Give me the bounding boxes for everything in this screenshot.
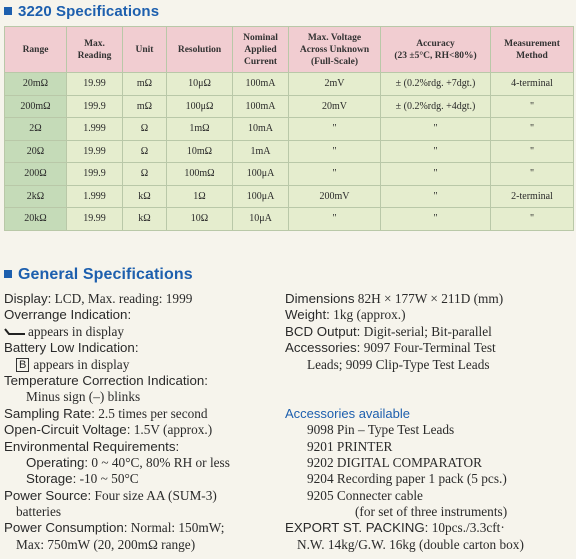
- cell-accuracy: ": [381, 208, 491, 231]
- display-spec: [4, 291, 276, 307]
- cell-range: 2Ω: [5, 118, 67, 141]
- accessories-label: Accessories:: [285, 340, 361, 356]
- cell-max-voltage: 2mV: [289, 73, 381, 96]
- accessories-available-title: Accessories available: [285, 405, 411, 421]
- header-max-voltage: Max. Voltage Across Unknown (Full-Scale): [289, 27, 381, 73]
- header-unit: Unit: [123, 27, 167, 73]
- consumption-label: Power Consumption:: [4, 520, 128, 536]
- cell-measurement-method: ": [491, 118, 574, 141]
- dimensions-value: 82H × 177W × 211D (mm): [357, 291, 504, 306]
- storage-value: -10 ~ 50°C: [79, 471, 139, 487]
- operating-label: Operating:: [26, 454, 89, 470]
- temperature-detail: [4, 389, 276, 405]
- cell-unit: kΩ: [123, 208, 167, 231]
- cell-max-reading: 1.999: [67, 118, 123, 141]
- table-body: [5, 73, 574, 231]
- consumption-value: Normal: 150mW;: [130, 520, 225, 536]
- export-detail: [285, 537, 573, 553]
- accessory-item: [285, 471, 573, 487]
- sampling-value: 2.5 times per second: [98, 405, 208, 421]
- cell-max-voltage: ": [289, 163, 381, 186]
- accessories-detail: [285, 357, 573, 373]
- overrange-spec: [4, 307, 276, 323]
- operating-spec: [4, 455, 276, 471]
- cell-resolution: 10μΩ: [167, 73, 233, 96]
- cell-unit: mΩ: [123, 73, 167, 96]
- cell-unit: Ω: [123, 163, 167, 186]
- specifications-title: [4, 3, 159, 20]
- cell-range: 200Ω: [5, 163, 67, 186]
- overrange-detail: [4, 324, 276, 340]
- export-label: EXPORT ST. PACKING:: [285, 520, 429, 536]
- header-measurement-method: Measurement Method: [491, 27, 574, 73]
- header-max-reading: Max. Reading: [67, 27, 123, 73]
- cell-unit: mΩ: [123, 95, 167, 118]
- dimensions-label: Dimensions: [285, 291, 355, 306]
- cell-nominal-current: 100μA: [233, 163, 289, 186]
- power-value-continued: batteries: [16, 504, 62, 520]
- cell-resolution: 100mΩ: [167, 163, 233, 186]
- ocv-spec: [4, 422, 276, 438]
- operating-value: 0 ~ 40°C, 80% RH or less: [91, 454, 230, 470]
- accessory-9204: 9204 Recording paper 1 pack (5 pcs.): [307, 471, 507, 487]
- accessory-9201: 9201 PRINTER: [307, 438, 393, 454]
- export-spec: [285, 520, 573, 536]
- battery-spec: [4, 340, 276, 356]
- general-specifications-title-text: General Specifications: [18, 266, 193, 283]
- cell-unit: Ω: [123, 118, 167, 141]
- accessory-item: [285, 455, 573, 471]
- cell-max-reading: 199.9: [67, 95, 123, 118]
- cell-max-reading: 19.99: [67, 140, 123, 163]
- cell-max-reading: 19.99: [67, 208, 123, 231]
- temperature-text: Minus sign (–) blinks: [26, 389, 141, 405]
- table-row: [5, 140, 574, 163]
- table-row: [5, 73, 574, 96]
- cell-max-voltage: ": [289, 140, 381, 163]
- consumption-value-continued: Max: 750mW (20, 200mΩ range): [16, 536, 196, 552]
- ocv-label: Open-Circuit Voltage:: [4, 422, 131, 438]
- cell-range: 20Ω: [5, 140, 67, 163]
- sampling-spec: [4, 406, 276, 422]
- accessories-available-heading: [285, 406, 573, 422]
- cell-resolution: 10Ω: [167, 208, 233, 231]
- general-specs-right-column: [285, 291, 573, 553]
- consumption-spec: [4, 520, 276, 536]
- specifications-title-text: 3220 Specifications: [18, 3, 160, 20]
- table-row: [5, 95, 574, 118]
- square-bullet-icon: [4, 270, 12, 278]
- cell-max-reading: 1.999: [67, 185, 123, 208]
- cell-max-reading: 19.99: [67, 73, 123, 96]
- cell-max-reading: 199.9: [67, 163, 123, 186]
- power-detail: [4, 504, 276, 520]
- display-value: LCD, Max. reading: 1999: [54, 291, 193, 306]
- accessory-item: [285, 439, 573, 455]
- accessory-9098: 9098 Pin – Type Test Leads: [307, 422, 455, 438]
- battery-detail: [4, 357, 276, 373]
- cell-max-voltage: 200mV: [289, 185, 381, 208]
- weight-value: 1kg (approx.): [333, 307, 406, 323]
- display-label: Display:: [4, 291, 52, 306]
- header-accuracy: Accuracy (23 ±5°C, RH<80%): [381, 27, 491, 73]
- cell-nominal-current: 10μA: [233, 208, 289, 231]
- cell-resolution: 1mΩ: [167, 118, 233, 141]
- cell-unit: kΩ: [123, 185, 167, 208]
- ocv-value: 1.5V (approx.): [133, 422, 213, 438]
- cell-accuracy: ": [381, 185, 491, 208]
- overrange-label: Overrange Indication:: [4, 307, 132, 323]
- weight-label: Weight:: [285, 307, 330, 323]
- cell-measurement-method: 4-terminal: [491, 73, 574, 96]
- cell-range: 200mΩ: [5, 95, 67, 118]
- cell-measurement-method: ": [491, 208, 574, 231]
- accessories-spec: [285, 340, 573, 356]
- consumption-detail: [4, 537, 276, 553]
- bcd-label: BCD Output:: [285, 323, 361, 339]
- dimensions-spec: [285, 291, 573, 307]
- battery-label: Battery Low Indication:: [4, 340, 139, 356]
- cell-accuracy: ± (0.2%rdg. +4dgt.): [381, 95, 491, 118]
- specifications-table: [4, 26, 574, 231]
- cell-accuracy: ": [381, 140, 491, 163]
- cell-unit: Ω: [123, 140, 167, 163]
- battery-text: appears in display: [33, 356, 130, 372]
- temperature-label: Temperature Correction Indication:: [4, 372, 208, 388]
- cell-resolution: 100μΩ: [167, 95, 233, 118]
- table-row: [5, 118, 574, 141]
- export-value-continued: N.W. 14kg/G.W. 16kg (double carton box): [297, 536, 524, 552]
- accessory-item: [285, 422, 573, 438]
- bcd-value: Digit-serial; Bit-parallel: [363, 323, 492, 339]
- spacer: [285, 389, 573, 405]
- sampling-label: Sampling Rate:: [4, 405, 95, 421]
- cell-measurement-method: ": [491, 95, 574, 118]
- cell-nominal-current: 100μA: [233, 185, 289, 208]
- table-row: [5, 163, 574, 186]
- cell-max-voltage: ": [289, 118, 381, 141]
- table-row: [5, 185, 574, 208]
- cell-measurement-method: ": [491, 140, 574, 163]
- cell-max-voltage: ": [289, 208, 381, 231]
- cell-measurement-method: 2-terminal: [491, 185, 574, 208]
- accessory-item: [285, 488, 573, 504]
- power-label: Power Source:: [4, 487, 92, 503]
- power-spec: [4, 488, 276, 504]
- environment-label: Environmental Requirements:: [4, 438, 180, 454]
- cell-accuracy: ": [381, 163, 491, 186]
- cell-accuracy: ± (0.2%rdg. +7dgt.): [381, 73, 491, 96]
- cell-nominal-current: 1mA: [233, 140, 289, 163]
- cell-range: 2kΩ: [5, 185, 67, 208]
- cell-max-voltage: 20mV: [289, 95, 381, 118]
- cell-accuracy: ": [381, 118, 491, 141]
- table-row: [5, 208, 574, 231]
- cell-range: 20mΩ: [5, 73, 67, 96]
- cell-nominal-current: 10mA: [233, 118, 289, 141]
- cell-resolution: 10mΩ: [167, 140, 233, 163]
- storage-label: Storage:: [26, 471, 77, 487]
- accessories-value: 9097 Four-Terminal Test: [363, 340, 496, 356]
- accessory-9202: 9202 DIGITAL COMPARATOR: [307, 454, 483, 470]
- square-bullet-icon: [4, 7, 12, 15]
- battery-low-icon: B: [16, 358, 29, 372]
- cell-nominal-current: 100mA: [233, 73, 289, 96]
- accessory-9205: 9205 Connecter cable: [307, 487, 423, 503]
- general-specs-left-column: [4, 291, 276, 553]
- cell-resolution: 1Ω: [167, 185, 233, 208]
- overrange-text: appears in display: [28, 323, 125, 339]
- overrange-symbol-icon: [4, 325, 26, 341]
- cell-range: 20kΩ: [5, 208, 67, 231]
- export-value: 10pcs./3.3cft·: [431, 520, 505, 536]
- header-resolution: Resolution: [167, 27, 233, 73]
- power-value: Four size AA (SUM-3): [94, 487, 217, 503]
- general-specifications-title: [4, 266, 193, 284]
- temperature-spec: [4, 373, 276, 389]
- accessory-9205-note: (for set of three instruments): [355, 504, 508, 520]
- environment-spec: [4, 439, 276, 455]
- cell-nominal-current: 100mA: [233, 95, 289, 118]
- table-header-row: [5, 27, 574, 73]
- accessory-item-note: [285, 504, 573, 520]
- bcd-spec: [285, 324, 573, 340]
- spacer: [285, 373, 573, 389]
- storage-spec: [4, 471, 276, 487]
- header-nominal-current: Nominal Applied Current: [233, 27, 289, 73]
- header-range: Range: [5, 27, 67, 73]
- cell-measurement-method: ": [491, 163, 574, 186]
- weight-spec: [285, 307, 573, 323]
- accessories-value-continued: Leads; 9099 Clip-Type Test Leads: [307, 356, 490, 372]
